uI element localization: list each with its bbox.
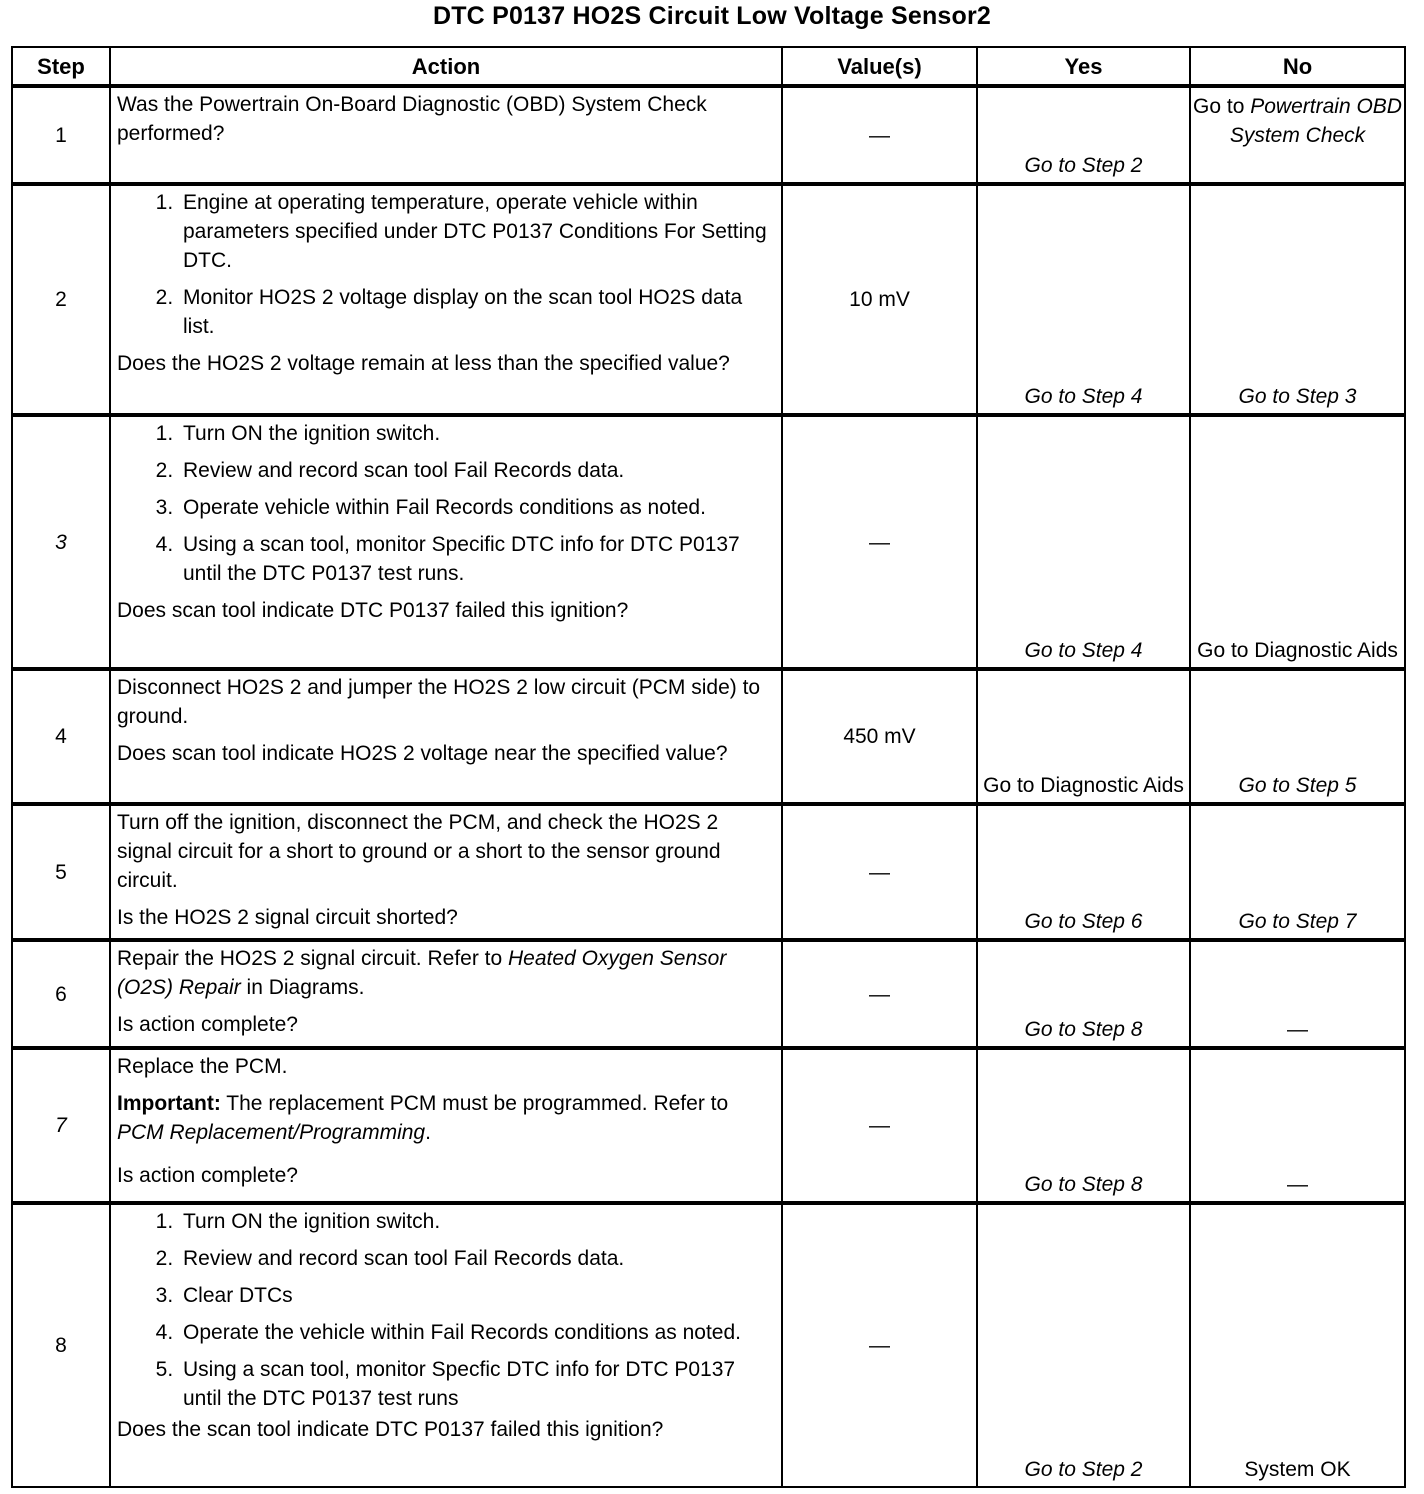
no-cell: Go to Step 3: [1190, 184, 1405, 415]
list-item: 5. Using a scan tool, monitor Specfic DTC info for DTC P0137 until the DTC P0137 test runs: [179, 1355, 773, 1413]
instruction-tail: in Diagrams.: [246, 976, 365, 999]
step-number: 3: [12, 415, 110, 669]
action-instruction: Replace the PCM.: [117, 1055, 288, 1078]
list-item: 1. Turn ON the ignition switch.: [179, 419, 773, 448]
step-number: 5: [12, 804, 110, 940]
header-step: Step: [12, 47, 110, 86]
step-number: 2: [12, 184, 110, 415]
list-item: 3. Clear DTCs: [179, 1281, 773, 1310]
action-question: Does scan tool indicate HO2S 2 voltage near the specified value?: [117, 742, 728, 765]
action-cell: [110, 1048, 782, 1203]
important-note: [117, 1089, 773, 1147]
action-instruction: [117, 944, 773, 1002]
list-item: 2. Review and record scan tool Fail Records data.: [179, 456, 773, 485]
value-cell: —: [782, 86, 977, 184]
action-steps-list: [117, 188, 773, 341]
action-cell: [110, 669, 782, 804]
list-item: 2. Review and record scan tool Fail Records data.: [179, 1244, 773, 1273]
no-cell: Go to Step 7: [1190, 804, 1405, 940]
value-cell: 10 mV: [782, 184, 977, 415]
table-row: [12, 184, 1405, 415]
no-cell: —: [1190, 1048, 1405, 1203]
action-cell: [110, 86, 782, 184]
important-reference: PCM Replacement/Programming: [117, 1121, 426, 1144]
table-header-row: [12, 47, 1405, 86]
header-yes: Yes: [977, 47, 1190, 86]
yes-cell: Go to Step 4: [977, 184, 1190, 415]
instruction-reference: Heated Oxygen Sensor (O2S) Repair: [117, 947, 727, 999]
table-row: [12, 1048, 1405, 1203]
no-cell: —: [1190, 940, 1405, 1048]
table-row: [12, 669, 1405, 804]
yes-cell: Go to Step 2: [977, 86, 1190, 184]
instruction-text: Repair the HO2S 2 signal circuit. Refer to: [117, 947, 503, 970]
list-item: 1. Engine at operating temperature, operate vehicle within parameters specified under DTC P0137 Conditions For Setting DTC.: [179, 188, 773, 275]
action-question: Is the HO2S 2 signal circuit shorted?: [117, 906, 458, 929]
value-cell: —: [782, 940, 977, 1048]
step-number: 6: [12, 940, 110, 1048]
list-item: 2. Monitor HO2S 2 voltage display on the scan tool HO2S data list.: [179, 283, 773, 341]
step-number: 8: [12, 1203, 110, 1487]
no-cell: Go to Step 5: [1190, 669, 1405, 804]
yes-cell: Go to Step 8: [977, 1048, 1190, 1203]
action-cell: [110, 1203, 782, 1487]
table-row: [12, 1203, 1405, 1487]
page-title: DTC P0137 HO2S Circuit Low Voltage Sensor2: [432, 2, 992, 30]
diagnostic-table: [11, 46, 1406, 1488]
list-item: 4. Operate the vehicle within Fail Records conditions as noted.: [179, 1318, 773, 1347]
action-question: Does the scan tool indicate DTC P0137 failed this ignition?: [117, 1418, 664, 1441]
table-row: [12, 415, 1405, 669]
step-number: 1: [12, 86, 110, 184]
important-text: The replacement PCM must be programmed. Refer to: [226, 1092, 729, 1115]
important-label: Important:: [117, 1092, 221, 1115]
action-steps-list: [117, 1207, 773, 1413]
header-action: Action: [110, 47, 782, 86]
list-item: 4. Using a scan tool, monitor Specific DTC info for DTC P0137 until the DTC P0137 test runs.: [179, 530, 773, 588]
value-cell: —: [782, 415, 977, 669]
action-question: Is action complete?: [117, 1164, 298, 1187]
yes-cell: Go to Step 2: [977, 1203, 1190, 1487]
list-item: 3. Operate vehicle within Fail Records conditions as noted.: [179, 493, 773, 522]
yes-cell: Go to Step 4: [977, 415, 1190, 669]
action-question: Is action complete?: [117, 1013, 298, 1036]
action-cell: [110, 415, 782, 669]
value-cell: —: [782, 804, 977, 940]
action-question: Does the HO2S 2 voltage remain at less than the specified value?: [117, 352, 730, 375]
value-cell: —: [782, 1203, 977, 1487]
step-number: 4: [12, 669, 110, 804]
action-cell: [110, 184, 782, 415]
table-row: [12, 804, 1405, 940]
step-number: 7: [12, 1048, 110, 1203]
action-question: Was the Powertrain On-Board Diagnostic (OBD) System Check performed?: [117, 93, 707, 145]
no-cell: [1190, 86, 1405, 184]
header-values: Value(s): [782, 47, 977, 86]
yes-cell: Go to Diagnostic Aids: [977, 669, 1190, 804]
action-steps-list: [117, 419, 773, 588]
action-instruction: Disconnect HO2S 2 and jumper the HO2S 2 low circuit (PCM side) to ground.: [117, 676, 761, 728]
table-row: [12, 940, 1405, 1048]
action-question: Does scan tool indicate DTC P0137 failed this ignition?: [117, 599, 629, 622]
value-cell: 450 mV: [782, 669, 977, 804]
header-no: No: [1190, 47, 1405, 86]
yes-cell: Go to Step 8: [977, 940, 1190, 1048]
action-cell: [110, 804, 782, 940]
important-tail: .: [425, 1121, 431, 1144]
no-cell: System OK: [1190, 1203, 1405, 1487]
action-cell: [110, 940, 782, 1048]
value-cell: —: [782, 1048, 977, 1203]
no-cell: Go to Diagnostic Aids: [1190, 415, 1405, 669]
yes-cell: Go to Step 6: [977, 804, 1190, 940]
no-prefix: Go to: [1193, 95, 1245, 118]
action-instruction: Turn off the ignition, disconnect the PCM, and check the HO2S 2 signal circuit for a short to ground or a short to the sensor ground circuit.: [117, 811, 721, 892]
table-row: [12, 86, 1405, 184]
list-item: 1. Turn ON the ignition switch.: [179, 1207, 773, 1236]
no-reference: Powertrain OBD System Check: [1229, 95, 1402, 147]
